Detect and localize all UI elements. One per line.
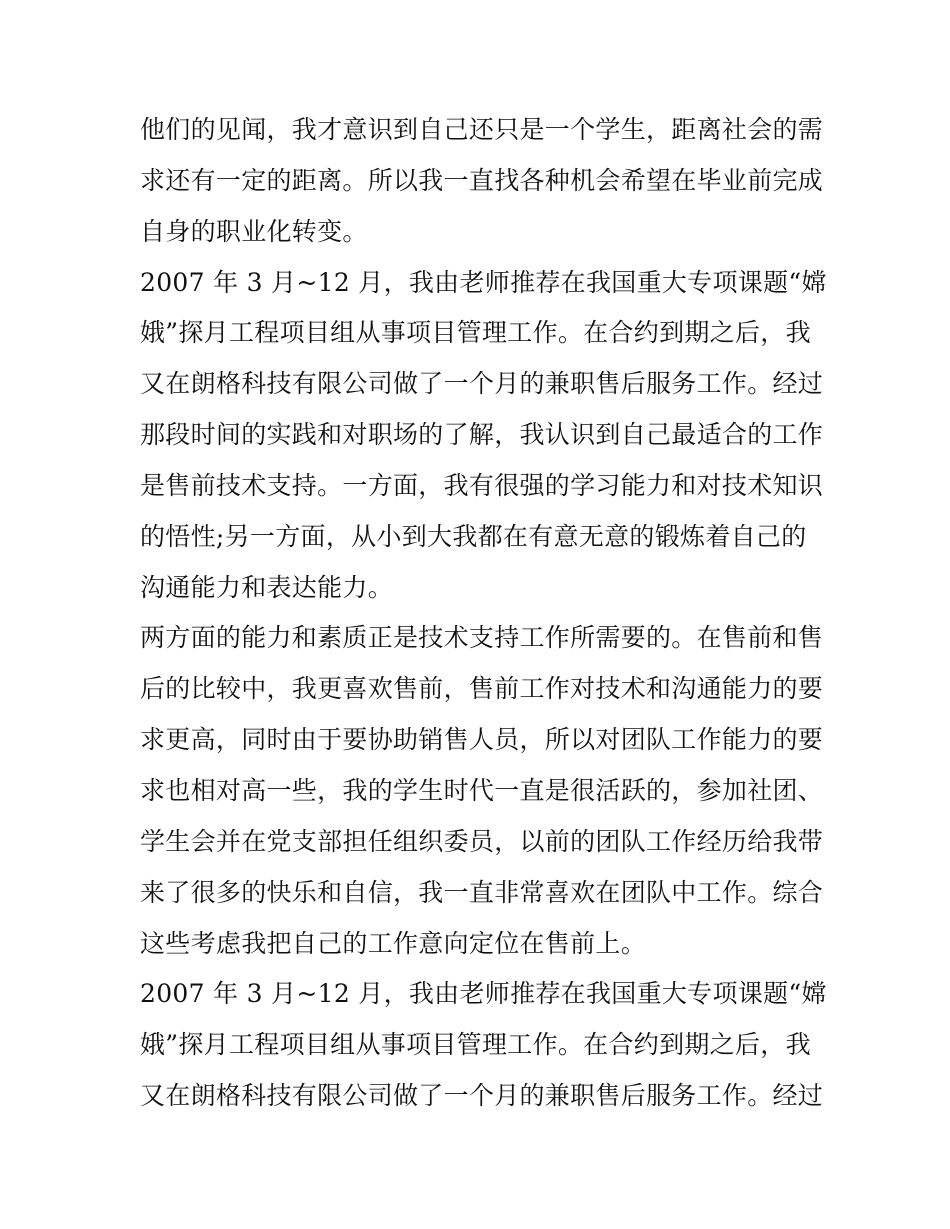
text-line: 的悟性;另一方面，从小到大我都在有意无意的锻炼着自己的 <box>140 521 807 551</box>
text-line: 两方面的能力和素质正是技术支持工作所需要的。在售前和售 <box>140 623 824 653</box>
text-line: 娥”探月工程项目组从事项目管理工作。在合约到期之后，我 <box>140 1030 811 1060</box>
text-line: 自身的职业化转变。 <box>140 216 368 246</box>
text-line: 那段时间的实践和对职场的了解，我认识到自己最适合的工作 <box>140 420 824 450</box>
text-line: 求更高，同时由于要协助销售人员，所以对团队工作能力的要 <box>140 725 824 755</box>
text-line: 2007 年 3 月~12 月，我由老师推荐在我国重大专项课题“嫦 <box>140 267 827 297</box>
text-line: 沟通能力和表达能力。 <box>140 572 394 602</box>
text-line: 后的比较中，我更喜欢售前，售前工作对技术和沟通能力的要 <box>140 674 824 704</box>
text-line: 这些考虑我把自己的工作意向定位在售前上。 <box>140 928 647 958</box>
text-line: 学生会并在党支部担任组织委员，以前的团队工作经历给我带 <box>140 826 824 856</box>
text-line: 又在朗格科技有限公司做了一个月的兼职售后服务工作。经过 <box>140 1081 824 1111</box>
text-line: 娥”探月工程项目组从事项目管理工作。在合约到期之后，我 <box>140 318 811 348</box>
text-line: 2007 年 3 月~12 月，我由老师推荐在我国重大专项课题“嫦 <box>140 979 827 1009</box>
text-line: 又在朗格科技有限公司做了一个月的兼职售后服务工作。经过 <box>140 369 824 399</box>
body-text <box>140 105 827 1122</box>
text-line: 他们的见闻，我才意识到自己还只是一个学生，距离社会的需 <box>140 115 824 144</box>
text-line: 求也相对高一些，我的学生时代一直是很活跃的，参加社团、 <box>140 775 824 805</box>
text-line: 来了很多的快乐和自信，我一直非常喜欢在团队中工作。综合 <box>140 877 824 907</box>
text-line: 是售前技术支持。一方面，我有很强的学习能力和对技术知识 <box>140 470 824 500</box>
text-line: 求还有一定的距离。所以我一直找各种机会希望在毕业前完成 <box>140 165 824 195</box>
